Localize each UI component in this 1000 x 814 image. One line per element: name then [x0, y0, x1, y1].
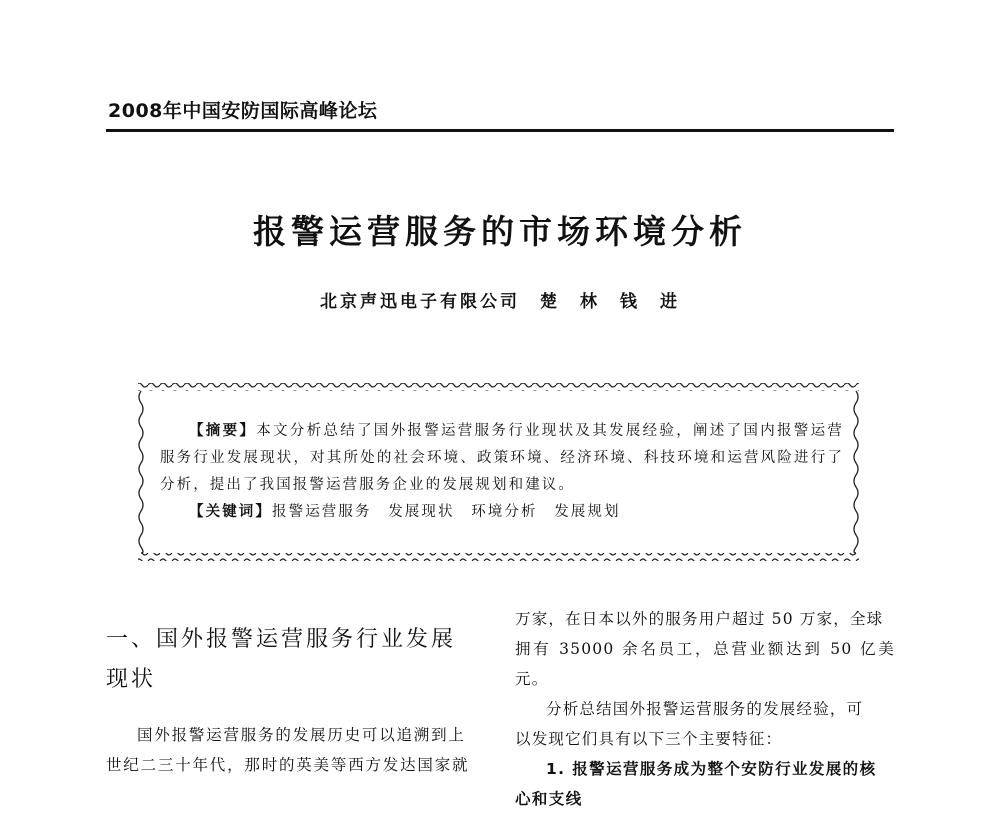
subsection-heading: 1. 报警运营服务成为整个安防行业发展的核	[546, 760, 877, 778]
body-line: 分析总结国外报警运营服务的发展经验，可	[546, 700, 864, 718]
header-rule	[106, 129, 894, 132]
section-heading-line: 一、国外报警运营服务行业发展	[106, 627, 457, 652]
body-line: 以发现它们具有以下三个主要特征：	[515, 730, 783, 748]
body-line: 世纪二三十年代，那时的英美等西方发达国家就	[106, 756, 470, 774]
body-line: 拥有 35000 余名员工，总营业额达到 50 亿美元。	[515, 640, 895, 688]
left-column	[106, 620, 494, 780]
abstract-box	[136, 381, 861, 563]
abstract-label: 【摘要】	[189, 423, 257, 439]
keywords-label: 【关键词】	[189, 504, 272, 520]
body-line: 国外报警运营服务的发展历史可以追溯到上	[137, 726, 466, 744]
abstract-text: 本文分析总结了国外报警运营服务行业现状及其发展经验，阐述了国内报警运营服务行业发展现状，对其所处的社会环境、政策环境、经济环境、科技环境和运营风险进行了分析，提出了我国报警运营服务企业的发展规划和建议。	[160, 423, 844, 493]
section-heading	[106, 620, 494, 700]
article-title: 报警运营服务的市场环境分析	[253, 212, 747, 251]
author-byline: 北京声迅电子有限公司 楚 林 钱 进	[320, 292, 680, 312]
running-header: 2008年中国安防国际高峰论坛	[108, 100, 378, 122]
right-column	[515, 604, 895, 814]
abstract-paragraph	[160, 418, 844, 499]
section-heading-line: 现状	[106, 667, 157, 692]
keywords-line	[160, 499, 844, 526]
subsection-heading: 心和支线	[515, 790, 583, 808]
body-line: 万家，在日本以外的服务用户超过 50 万家，全球	[515, 610, 884, 628]
keywords-text: 报警运营服务 发展现状 环境分析 发展规划	[272, 504, 621, 520]
